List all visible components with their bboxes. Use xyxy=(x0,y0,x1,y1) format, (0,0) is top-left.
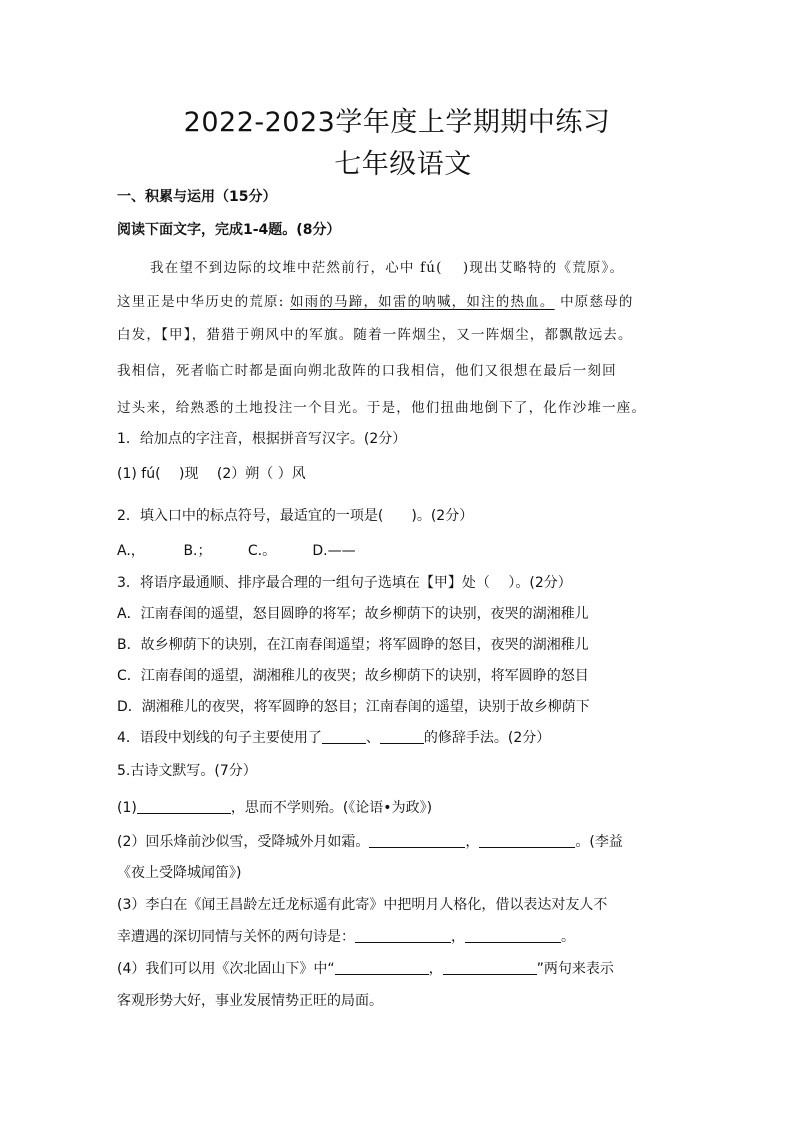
q5-1-label: (1) xyxy=(117,800,137,816)
question-1: 1．给加点的字注音，根据拼音写汉字。(2分） xyxy=(117,431,407,447)
passage-line-5: 过头来，给熟悉的土地投注一个目光。于是，他们扭曲地倒下了，化作沙堆一座。 xyxy=(117,400,647,416)
answer-blank xyxy=(335,960,429,975)
q5-3-end: 。 xyxy=(561,929,575,945)
page-title: 2022-2023学年度上学期期中练习 xyxy=(183,107,611,138)
question-3: 3．将语序最通顺、排序最合理的一组句子选填在【甲】处（ ）。(2分） xyxy=(117,575,572,591)
question-5-2-source: 《夜上受降城闻笛》) xyxy=(117,865,242,881)
question-5: 5.古诗文默写。(7分） xyxy=(117,763,257,779)
answer-blank xyxy=(322,729,366,744)
question-4-sep: 、 xyxy=(365,730,380,746)
page-subtitle: 七年级语文 xyxy=(334,149,472,180)
answer-blank xyxy=(380,729,424,744)
passage-line-2-start: 这里正是中华历史的荒原: xyxy=(117,294,285,310)
q5-2-source: 。(李益 xyxy=(575,834,623,850)
answer-blank xyxy=(479,833,575,848)
passage-line-3: 白发，【甲】，猎猎于朔风中的军旗。随着一阵烟尘，又一阵烟尘，都飘散远去。 xyxy=(117,327,633,343)
answer-blank xyxy=(355,928,451,943)
question-5-2 xyxy=(117,831,623,851)
question-4-end: 的修辞手法。(2分） xyxy=(423,730,551,746)
q5-4-sep: ， xyxy=(428,961,443,977)
question-5-3-cont xyxy=(117,926,575,946)
question-1-items: (1) fú( )现 (2）朔（ ）风 xyxy=(117,466,306,482)
answer-blank xyxy=(443,960,537,975)
q5-2-text: (2）回乐烽前沙似雪，受降城外月如霜。 xyxy=(117,834,370,850)
option-d: D.—— xyxy=(312,543,356,559)
answer-blank xyxy=(137,799,231,814)
question-4-text: 4．语段中划线的句子主要使用了 xyxy=(117,730,322,746)
question-4 xyxy=(117,727,550,747)
question-2-options xyxy=(117,540,372,560)
question-3-option-a: A．江南春闺的遥望，怒目圆睁的将军；故乡柳荫下的诀别，夜哭的湖湘稚儿 xyxy=(117,606,589,622)
question-5-1 xyxy=(117,797,432,817)
q5-3-sep: ， xyxy=(451,929,465,945)
q5-2-sep: ， xyxy=(465,834,480,850)
option-b: B.； xyxy=(183,543,212,559)
passage-line-1: 我在望不到边际的坟堆中茫然前行，心中 fú( )现出艾略特的《荒原》。 xyxy=(150,260,625,276)
question-5-4 xyxy=(117,958,614,978)
q5-4-end: ”两句来表示 xyxy=(536,961,614,977)
question-3-option-b: B．故乡柳荫下的诀别，在江南春闺遥望；将军圆睁的怒目，夜哭的湖湘稚儿 xyxy=(117,637,589,653)
question-3-option-c: C．江南春闺的遥望，湖湘稚儿的夜哭；故乡柳荫下的诀别，将军圆睁的怒目 xyxy=(117,668,589,684)
q5-1-text: ，思而不学则殆。(《论语•为政》) xyxy=(230,800,433,816)
q5-3-text: 幸遭遇的深切同情与关怀的两句诗是： xyxy=(117,929,355,945)
passage-line-2 xyxy=(117,290,634,310)
reading-instruction: 阅读下面文字，完成1-4题。(8分） xyxy=(117,222,341,238)
question-2: 2．填入口中的标点符号，最适宜的一项是( )。(2分） xyxy=(117,508,474,524)
answer-blank xyxy=(369,833,465,848)
answer-blank xyxy=(465,928,561,943)
question-5-4-cont: 客观形势大好，事业发展情势正旺的局面。 xyxy=(117,993,383,1009)
passage-line-2-end: 中原慈母的 xyxy=(560,294,634,310)
question-3-option-d: D．湖湘稚儿的夜哭，将军圆睁的怒目；江南春闺的遥望，诀别于故乡柳荫下 xyxy=(117,699,590,715)
question-5-3: (3）李白在《闻王昌龄左迁龙标遥有此寄》中把明月人格化，借以表达对友人不 xyxy=(117,897,608,913)
section-heading: 一、积累与运用（15分） xyxy=(117,189,277,205)
underlined-sentence: 如雨的马蹄，如雷的呐喊，如注的热血。 xyxy=(289,294,555,310)
passage-line-4: 我相信，死者临亡时都是面向朔北敌阵的口我相信，他们又很想在最后一刻回 xyxy=(117,363,617,379)
q5-4-text: (4）我们可以用《次北固山下》中“ xyxy=(117,961,335,977)
option-a: A.， xyxy=(117,543,145,559)
option-c: C.。 xyxy=(247,543,277,559)
